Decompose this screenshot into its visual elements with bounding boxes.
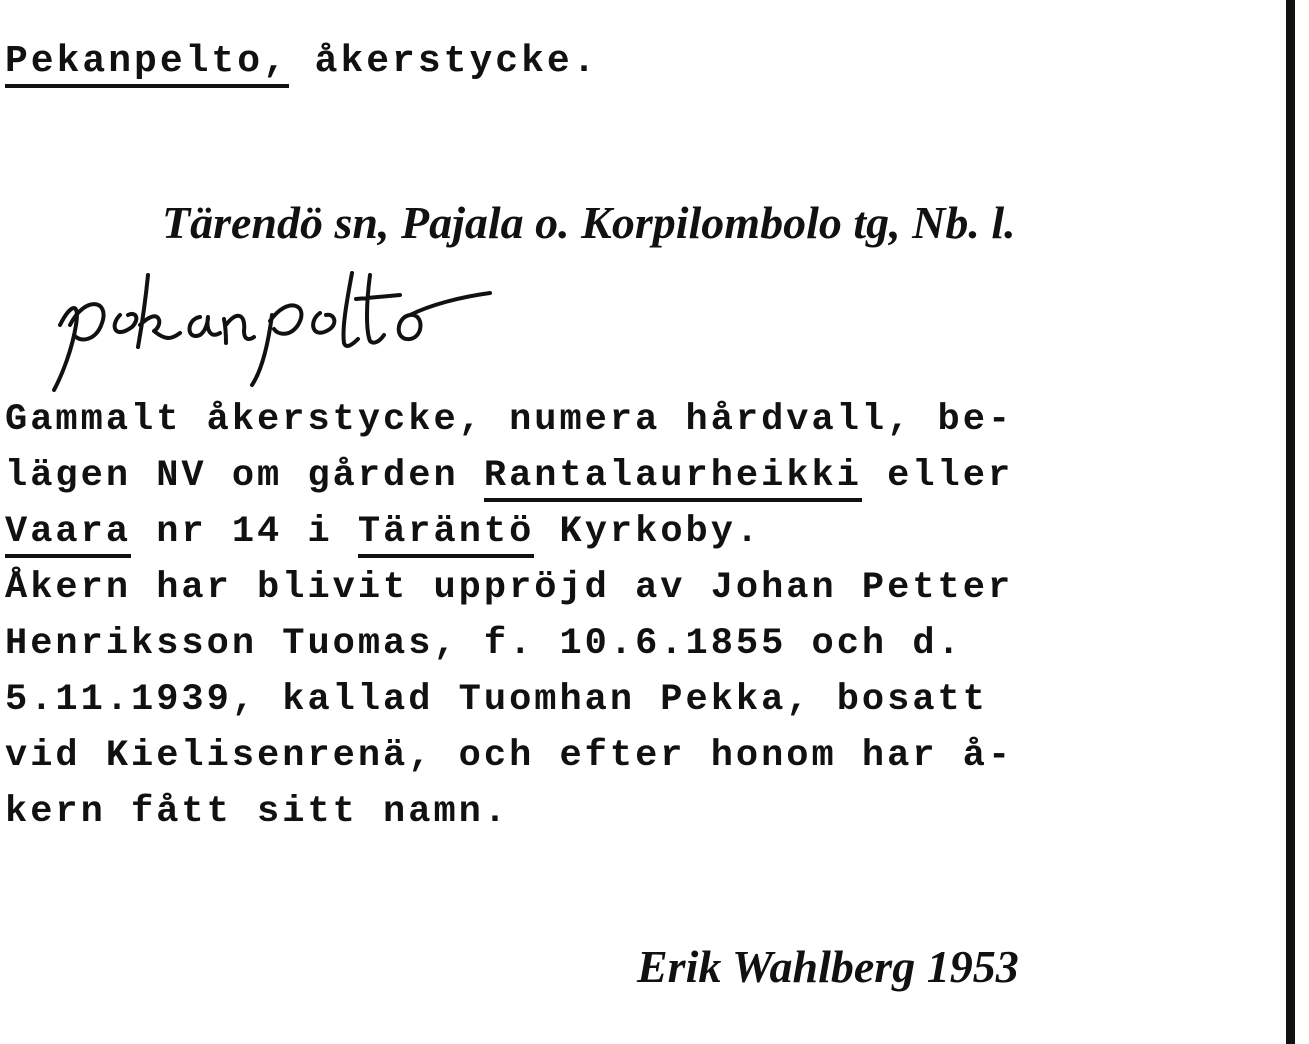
body-text-segment: Kyrkoby. <box>534 511 762 553</box>
body-text-segment: Gammalt åkerstycke, numera hårdvall, be- <box>5 399 1014 441</box>
body-line <box>5 672 1013 728</box>
place-name: Pekanpelto, <box>5 40 289 88</box>
body-text-segment: Åkern har blivit uppröjd av Johan Petter <box>5 567 1014 609</box>
place-type: åkerstycke. <box>288 40 599 83</box>
underlined-name: Rantalaurheikki <box>484 455 862 502</box>
card-body <box>5 392 1013 840</box>
body-line <box>5 392 1013 448</box>
handwritten-name <box>40 255 540 395</box>
body-text-segment: eller <box>861 455 1014 497</box>
underlined-name: Vaara <box>5 511 131 558</box>
body-line <box>5 728 1013 784</box>
card-edge <box>1286 0 1295 1044</box>
body-text-segment: vid Kielisenrenä, och efter honom har å- <box>5 735 1014 777</box>
body-line <box>5 448 1013 504</box>
location-line: Tärendö sn, Pajala o. Korpilombolo tg, Nb. l. <box>162 197 1016 248</box>
body-text-segment: 5.11.1939, kallad Tuomhan Pekka, bosatt <box>5 679 988 721</box>
body-text-segment: lägen NV om gården <box>5 455 484 497</box>
body-line <box>5 784 1013 840</box>
signature: Erik Wahlberg 1953 <box>637 941 1019 992</box>
body-line <box>5 560 1013 616</box>
body-line <box>5 504 1013 560</box>
card-title <box>5 40 599 83</box>
body-text-segment: kern fått sitt namn. <box>5 791 510 833</box>
body-line <box>5 616 1013 672</box>
underlined-name: Täräntö <box>358 511 534 558</box>
body-text-segment: Henriksson Tuomas, f. 10.6.1855 och d. <box>5 623 963 665</box>
body-text-segment: nr 14 i <box>131 511 358 553</box>
